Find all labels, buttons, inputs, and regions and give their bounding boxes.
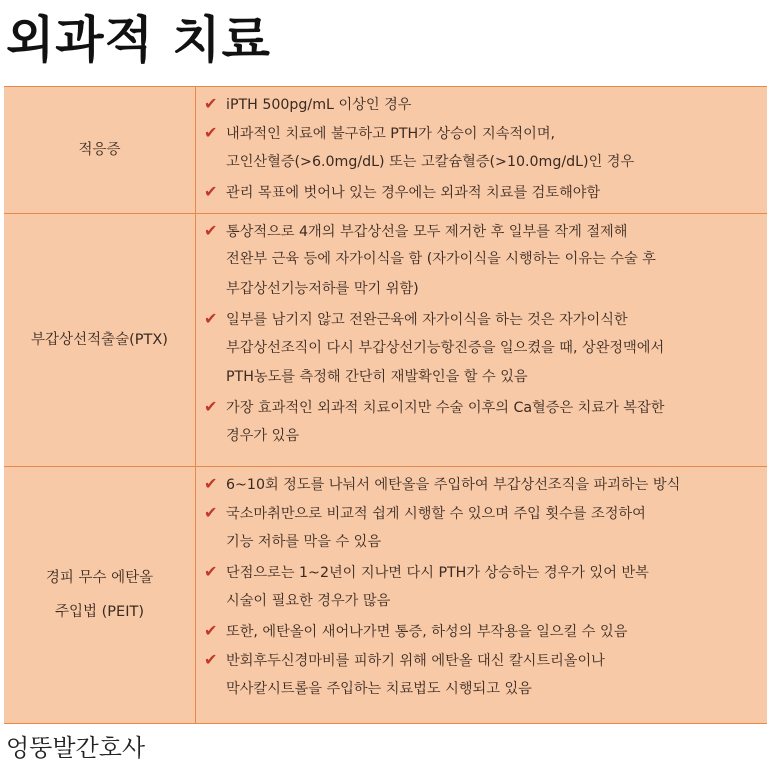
bullet-text: 단점으로는 1~2년이 지나면 다시 PTH가 상승하는 경우가 있어 반복 [226,565,649,582]
treatment-table [4,86,767,724]
bullet-item [204,89,761,118]
check-icon: ✔ [204,474,218,493]
row-content [196,214,767,466]
bullet-text: 내과적인 치료에 불구하고 PTH가 상승이 지속적이며, [226,126,556,143]
check-icon: ✔ [204,309,218,329]
check-icon: ✔ [204,620,218,640]
bullet-continuation [204,587,761,616]
bullet-text: 또한, 에탄올이 새어나가면 통증, 하성의 부작용을 일으킬 수 있음 [226,623,628,640]
check-icon: ✔ [204,123,218,143]
bullet-item [204,177,761,206]
bullet-continuation [204,675,761,704]
bullet-continuation [204,334,761,363]
bullet-item [204,557,761,586]
bullet-text: 반회후두신경마비를 피하기 위해 에탄올 대신 칼시트리올이나 [226,653,605,670]
bullet-text: 막사칼시트롤을 주입하는 치료법도 시행되고 있음 [226,680,532,697]
row-label-line: 적응증 [78,142,121,158]
row-label-line: 부갑상선적출술(PTX) [31,332,168,348]
bullet-text: 시술이 필요한 경우가 많음 [226,592,391,609]
bullet-continuation [204,528,761,557]
bullet-text: PTH농도를 측정해 간단히 재발확인을 할 수 있음 [226,368,528,385]
bullet-item [204,469,761,498]
check-icon: ✔ [204,397,218,417]
table-row [4,213,767,466]
bullet-text: 6~10회 정도를 나눠서 에탄올을 주입하여 부갑상선조직을 파괴하는 방식 [226,477,681,493]
bullet-item [204,392,761,421]
bullet-item [204,118,761,147]
bullet-text: 일부를 남기지 않고 전완근육에 자가이식을 하는 것은 자가이식한 [226,312,628,329]
bullet-text: 전완부 근육 등에 자가이식을 함 (자가이식을 시행하는 이유는 수술 후 [226,251,656,268]
row-content [196,87,767,213]
bullet-text: iPTH 500pg/mL 이상인 경우 [226,97,412,113]
check-icon: ✔ [204,221,218,240]
bullet-text: 국소마취만으로 비교적 쉽게 시행할 수 있으며 주입 횟수를 조정하여 [226,506,646,523]
row-content [196,467,767,723]
bullet-continuation [204,245,761,274]
table-row [4,466,767,723]
row-label-line: 경피 무수 에탄올 [45,570,154,586]
page-title: 외과적 치료 [6,11,271,69]
bullet-text: 고인산혈증(>6.0mg/dL) 또는 고칼슘혈증(>10.0mg/dL)인 경우 [226,153,635,170]
bullet-text: 부갑상선조직이 다시 부갑상선기능항진증을 일으켰을 때, 상완정맥에서 [226,339,665,356]
bullet-item [204,304,761,333]
bullet-item [204,645,761,674]
check-icon: ✔ [204,562,218,582]
bullet-text: 관리 목표에 벗어나 있는 경우에는 외과적 치료를 검토해야함 [226,185,601,202]
check-icon: ✔ [204,650,218,670]
bullet-text: 부갑상선기능저하를 막기 위함) [226,280,419,297]
check-icon: ✔ [204,94,218,113]
table-row [4,87,767,213]
bullet-continuation [204,148,761,177]
bullet-text: 경우가 있음 [226,427,300,444]
bullet-item [204,498,761,527]
row-label [4,214,196,466]
check-icon: ✔ [204,182,218,202]
row-label [4,467,196,723]
bullet-text: 가장 효과적인 외과적 치료이지만 수술 이후의 Ca혈증은 치료가 복잡한 [226,400,665,417]
bullet-continuation [204,363,761,392]
bullet-item [204,216,761,245]
row-label [4,87,196,213]
bullet-continuation [204,422,761,451]
author-signature: 엉뚱발간호사 [6,734,146,762]
bullet-text: 통상적으로 4개의 부갑상선을 모두 제거한 후 일부를 작게 절제해 [226,224,628,240]
check-icon: ✔ [204,503,218,523]
bullet-continuation [204,275,761,304]
bullet-text: 기능 저하를 막을 수 있음 [226,533,382,550]
row-label-line: 주입법 (PEIT) [55,604,144,620]
bullet-item [204,616,761,645]
